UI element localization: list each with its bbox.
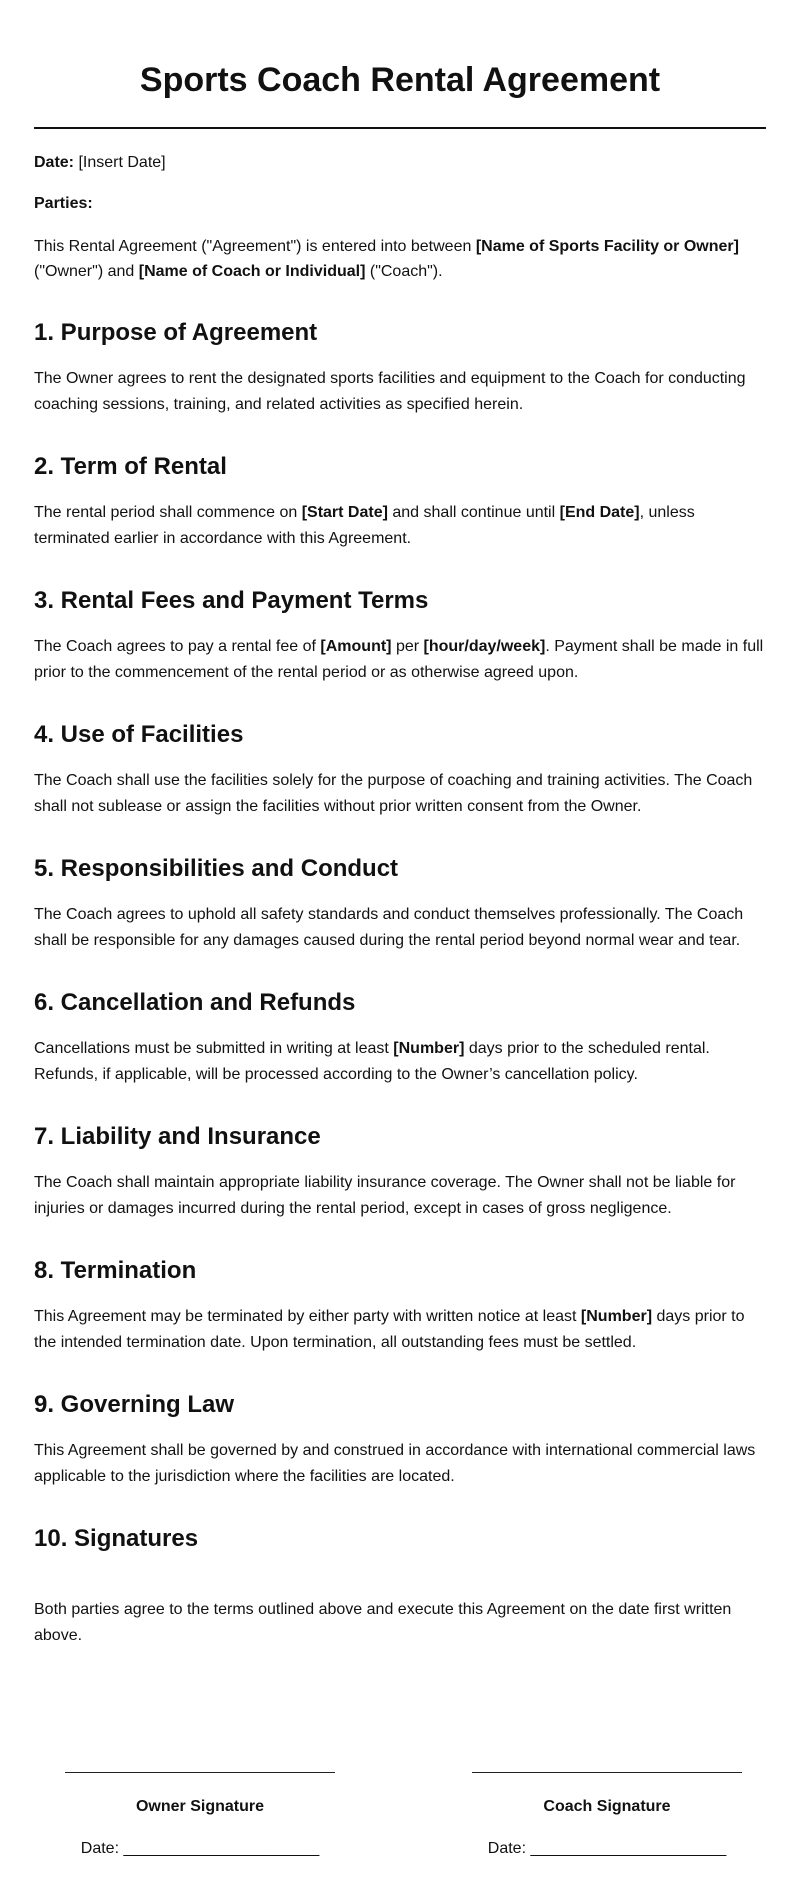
date-value: [Insert Date]	[78, 154, 166, 171]
section-text-part: days prior to the scheduled rental. Refunds, if applicable, will be processed according to the Owner’s cancellation policy.	[34, 1040, 710, 1083]
section-use	[34, 720, 766, 820]
section-heading: 4. Use of Facilities	[34, 721, 244, 748]
section-text-part: The rental period shall commence on	[34, 504, 302, 521]
coach-signature-line[interactable]	[472, 1772, 742, 1773]
section-fees	[34, 586, 766, 686]
section-governing-law	[34, 1390, 766, 1490]
section-text: Both parties agree to the terms outlined above and execute this Agreement on the date first written above.	[34, 1601, 732, 1644]
signature-row	[0, 1772, 800, 1882]
end-date-placeholder: [End Date]	[559, 504, 640, 521]
section-text: The Coach shall maintain appropriate liability insurance coverage. The Owner shall not be liable for injuries or damages incurred during the rental period, except in cases of gross negligence.	[34, 1174, 736, 1217]
owner-date-line[interactable]: Date: ______________________	[80, 1840, 320, 1857]
coach-name-placeholder: [Name of Coach or Individual]	[138, 263, 366, 280]
section-heading: 1. Purpose of Agreement	[34, 319, 318, 346]
intro-text-2: ("Owner") and	[34, 263, 139, 280]
date-line	[34, 153, 766, 173]
period-placeholder: [hour/day/week]	[423, 638, 546, 655]
section-text	[34, 500, 766, 552]
section-text-part: This Agreement may be terminated by either party with written notice at least	[34, 1308, 581, 1325]
intro-text-1: This Rental Agreement ("Agreement") is entered into between	[34, 238, 476, 255]
section-text	[34, 634, 766, 686]
section-termination	[34, 1256, 766, 1356]
document-title: Sports Coach Rental Agreement	[139, 61, 661, 99]
section-heading: 9. Governing Law	[34, 1391, 235, 1418]
section-term	[34, 452, 766, 552]
number-placeholder: [Number]	[580, 1308, 653, 1325]
section-heading: 8. Termination	[34, 1257, 197, 1284]
section-liability	[34, 1122, 766, 1222]
section-text: This Agreement shall be governed by and construed in accordance with international commercial laws applicable to the jurisdiction where the facilities are located.	[34, 1442, 756, 1485]
section-text: The Coach shall use the facilities solely for the purpose of coaching and training activities. The Coach shall not sublease or assign the facilities without prior written consent from the Owner.	[34, 772, 753, 815]
section-heading: 3. Rental Fees and Payment Terms	[34, 587, 429, 614]
owner-signature-block	[65, 1772, 335, 1859]
section-heading: 5. Responsibilities and Conduct	[34, 855, 399, 882]
section-text-part: Cancellations must be submitted in writing at least	[34, 1040, 394, 1057]
section-text-part: days prior to the intended termination date. Upon termination, all outstanding fees must be settled.	[34, 1308, 745, 1351]
section-purpose	[34, 318, 766, 418]
intro-text-3: ("Coach").	[365, 263, 443, 280]
section-text-part: and shall continue until	[387, 504, 560, 521]
amount-placeholder: [Amount]	[320, 638, 392, 655]
coach-signature-block	[472, 1772, 742, 1859]
section-heading: 2. Term of Rental	[34, 453, 227, 480]
section-text-part: per	[391, 638, 424, 655]
section-text-part: . Payment shall be made in full prior to the commencement of the rental period or as otherwise agreed upon.	[34, 638, 764, 681]
section-heading: 6. Cancellation and Refunds	[34, 989, 356, 1016]
intro-paragraph	[34, 234, 766, 284]
owner-name-placeholder: [Name of Sports Facility or Owner]	[475, 238, 739, 255]
section-heading: 7. Liability and Insurance	[34, 1123, 321, 1150]
title-divider	[34, 127, 766, 129]
owner-signature-label: Owner Signature	[135, 1798, 265, 1815]
number-placeholder: [Number]	[393, 1040, 465, 1057]
section-signatures	[34, 1524, 766, 1649]
section-text-part: The Coach agrees to pay a rental fee of	[34, 638, 321, 655]
owner-signature-line[interactable]	[65, 1772, 335, 1773]
coach-signature-label: Coach Signature	[543, 1798, 671, 1815]
section-cancellation	[34, 988, 766, 1088]
section-text: The Coach agrees to uphold all safety standards and conduct themselves professionally. The Coach shall be responsible for any damages caused during the rental period beyond normal wear and tear.	[34, 906, 744, 949]
section-text	[34, 1036, 766, 1088]
section-text	[34, 1304, 766, 1356]
section-text: The Owner agrees to rent the designated sports facilities and equipment to the Coach for conducting coaching sessions, training, and related activities as specified herein.	[34, 370, 746, 413]
section-text-part: , unless terminated earlier in accordance with this Agreement.	[34, 504, 695, 547]
section-responsibilities	[34, 854, 766, 954]
date-label: Date:	[34, 154, 75, 171]
coach-date-line[interactable]: Date: ______________________	[487, 1840, 727, 1857]
section-heading: 10. Signatures	[34, 1525, 199, 1552]
parties-label: Parties:	[34, 195, 93, 212]
start-date-placeholder: [Start Date]	[301, 504, 388, 521]
